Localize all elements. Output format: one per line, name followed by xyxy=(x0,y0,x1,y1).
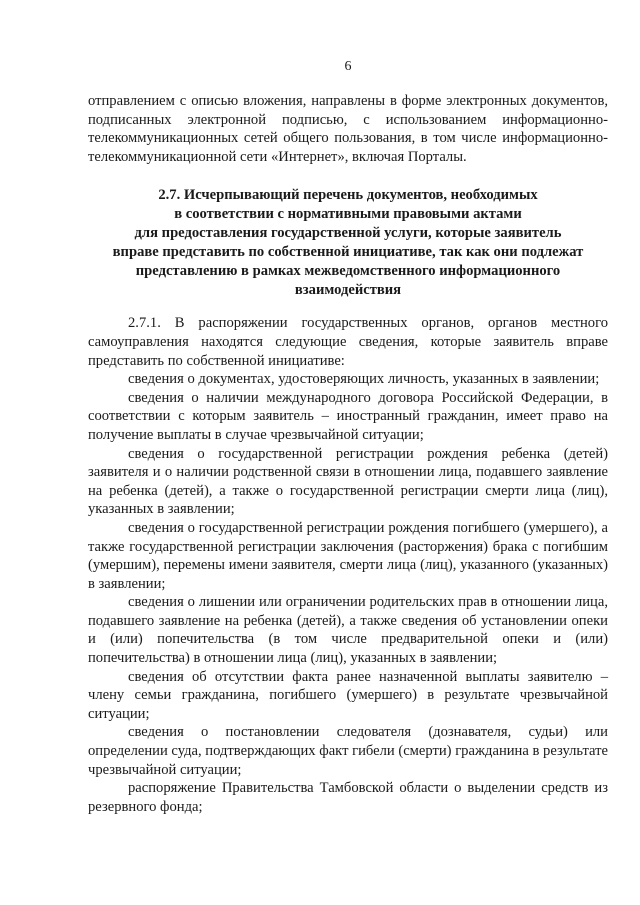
list-item: сведения о документах, удостоверяющих личность, указанных в заявлении; xyxy=(128,371,600,388)
section-heading-line: для предоставления государственной услуги, которые заявитель xyxy=(134,225,562,242)
section-heading-line: вправе представить по собственной инициативе, так как они подлежат xyxy=(112,244,584,261)
intro-paragraph: отправлением с описью вложения, направлены в форме электронных документов, подписанных электронной подписью, с использованием информационно-телекоммуникационных сетей общего пользования, в том числе информационно-телекоммуникационной сети «Интернет», включая Порталы. xyxy=(88,93,608,165)
list-item: сведения о государственной регистрации рождения ребенка (детей) заявителя и о наличии родственной связи в отношении лица, подавшего заявление на ребенка (детей), а также о государственной регистрации смерти лица (лиц), указанных в заявлении; xyxy=(88,445,608,518)
list-item: сведения о постановлении следователя (дознавателя, судьи) или определении суда, подтверждающих факт гибели (смерти) гражданина в результате чрезвычайной ситуации; xyxy=(88,724,608,778)
list-item: распоряжение Правительства Тамбовской области о выделении средств из резервного фонда; xyxy=(88,780,608,815)
section-heading xyxy=(88,186,608,300)
lead-paragraph: 2.7.1. В распоряжении государственных органов, органов местного самоуправления находятся следующие сведения, которые заявитель вправе представить по собственной инициативе: xyxy=(88,315,608,369)
list-item: сведения о наличии международного договора Российской Федерации, в соответствии с которым заявитель – иностранный гражданин, имеет право на получение выплаты в случае чрезвычайной ситуации; xyxy=(88,389,608,443)
section-heading-line: 2.7. Исчерпывающий перечень документов, необходимых xyxy=(158,187,538,204)
document-page xyxy=(88,58,608,816)
list-item: сведения об отсутствии факта ранее назначенной выплаты заявителю – члену семьи гражданина, погибшего (умершего) в результате чрезвычайной ситуации; xyxy=(88,668,608,722)
list-item: сведения о лишении или ограничении родительских прав в отношении лица, подавшего заявление на ребенка (детей), а также сведения об установлении опеки и (или) попечительства (в том числе предварительной опеки и (или) попечительства) в отношении лица (лиц), указанных в заявлении; xyxy=(88,594,608,667)
section-heading-line: представлению в рамках межведомственного информационного xyxy=(135,263,561,280)
page-number: 6 xyxy=(344,59,352,74)
section-heading-line: в соответствии с нормативными правовыми актами xyxy=(174,206,522,223)
section-heading-line: взаимодействия xyxy=(294,282,402,299)
list-item: сведения о государственной регистрации рождения погибшего (умершего), а также государственной регистрации заключения (расторжения) брака с погибшим (умершим), перемены имени заявителя, смерти лица (лиц), указанного (указанных) в заявлении; xyxy=(88,519,608,592)
